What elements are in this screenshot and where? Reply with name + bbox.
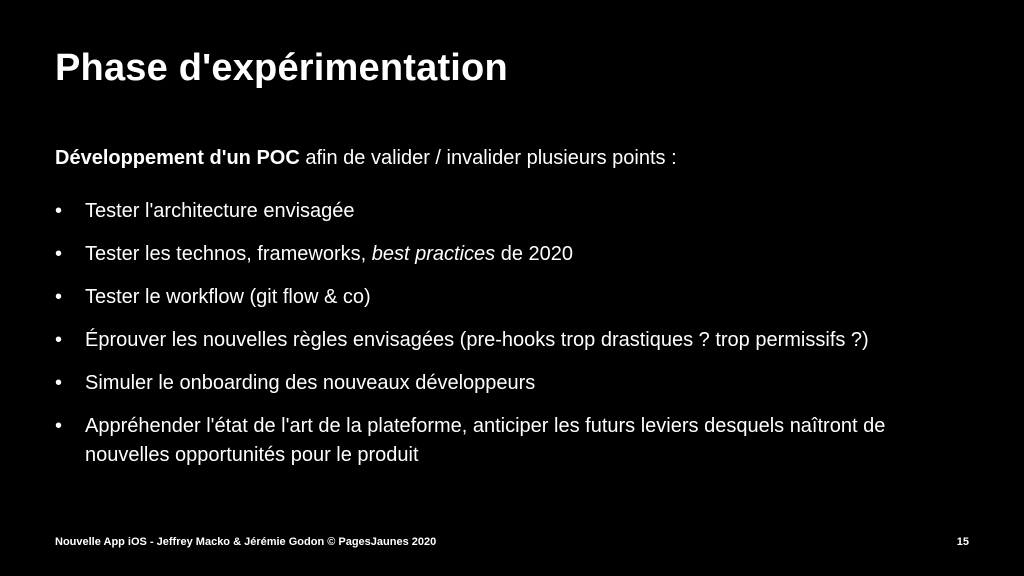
page-number: 15 <box>956 536 969 548</box>
bullet-item <box>55 240 975 269</box>
footer-text: Nouvelle App iOS - Jeffrey Macko & Jérémie Godon © PagesJaunes 2020 <box>55 536 437 548</box>
bullet-text: Tester l'architecture envisagée <box>85 200 355 222</box>
bullet-dot: • <box>55 200 63 222</box>
bullet-dot: • <box>55 372 63 394</box>
bullet-text: Simuler le onboarding des nouveaux développeurs <box>85 372 536 394</box>
bullet-item <box>55 326 975 355</box>
bullet-text-italic: best practices <box>371 243 496 265</box>
bullet-text: Éprouver les nouvelles règles envisagées (pre-hooks trop drastiques ? trop permissifs ?) <box>85 329 869 351</box>
bullet-item <box>55 283 975 312</box>
bullet-item <box>55 369 975 398</box>
slide-title: Phase d'expérimentation <box>55 47 508 89</box>
intro-bold: Développement d'un POC <box>55 147 300 169</box>
bullet-text: Tester le workflow (git flow & co) <box>85 286 371 308</box>
bullet-dot: • <box>55 286 63 308</box>
bullet-dot: • <box>55 415 63 437</box>
bullet-dot: • <box>55 329 63 351</box>
bullet-item <box>55 197 975 226</box>
bullet-text: Appréhender l'état de l'art de la plateforme, anticiper les futurs leviers desquels naîtront de nouvelles opportunités pour le produit <box>85 415 886 466</box>
bullet-text-after: de 2020 <box>495 243 574 265</box>
intro-rest: afin de valider / invalider plusieurs points : <box>299 147 677 169</box>
bullet-text-before: Tester les technos, frameworks, <box>85 243 372 265</box>
bullet-dot: • <box>55 243 63 265</box>
bullet-list <box>55 197 975 484</box>
bullet-item <box>55 412 975 470</box>
intro-paragraph <box>55 145 677 171</box>
